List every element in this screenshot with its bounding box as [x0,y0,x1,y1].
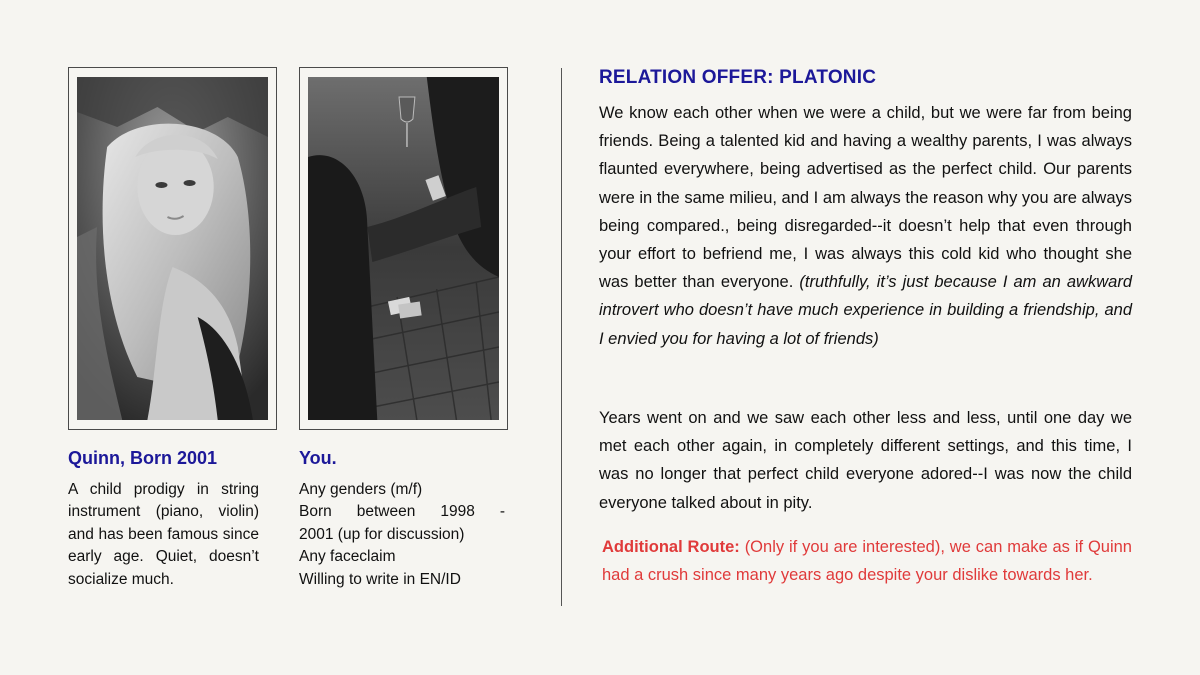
you-name-heading: You. [299,448,337,468]
story-paragraph-1-aside: (truthfully, it’s just because I am an awkward introvert who doesn’t have much experience in building a friendship, and I envied you for having a lot of friends) [599,273,1132,348]
you-detail-item: Willing to write in EN/ID [299,570,461,588]
vertical-divider [561,68,562,606]
additional-route-text: (Only if you are interested), we can make as if Quinn had a crush since many years ago despite your dislike towards her. [602,538,1132,585]
quinn-description: A child prodigy in string instrument (piano, violin) and has been famous since early age. Quiet, doesn’t socialize much. [68,481,259,588]
story-paragraph-1-text: We know each other when we were a child, but we were far from being friends. Being a talented kid and having a wealthy parents, I was always flaunted everywhere, being advertised as the perfect child. Our parents were in the same milieu, and I am always the reason why you are always being compared., being disregarded--it doesn’t help that even through your effort to befriend me, I was always this cold kid who thought she was better than everyone. [599,104,1132,292]
you-details-list [299,479,505,591]
you-scene-illustration [308,77,499,420]
quinn-portrait-image [77,77,268,420]
quinn-portrait-illustration [77,77,268,420]
you-photo-frame [299,67,508,430]
additional-route [602,533,1132,589]
you-photo-image [308,77,499,420]
additional-route-label: Additional Route: [602,538,740,556]
you-detail-item: 2001 (up for discussion) [299,525,465,543]
story-paragraph-1 [599,99,1132,353]
quinn-photo-frame [68,67,277,430]
you-detail-item: Any genders (m/f) [299,481,423,498]
quinn-name-heading: Quinn, Born 2001 [68,448,218,468]
you-detail-item: Born between 1998 - [299,503,505,521]
story-paragraph-2: Years went on and we saw each other less and less, until one day we met each other again, in completely different settings, and this time, I was no longer that perfect child everyone adored--I was now the child everyone talked about in pity. [599,409,1132,512]
you-detail-item: Any faceclaim [299,548,396,566]
offer-title: RELATION OFFER: PLATONIC [599,67,877,88]
